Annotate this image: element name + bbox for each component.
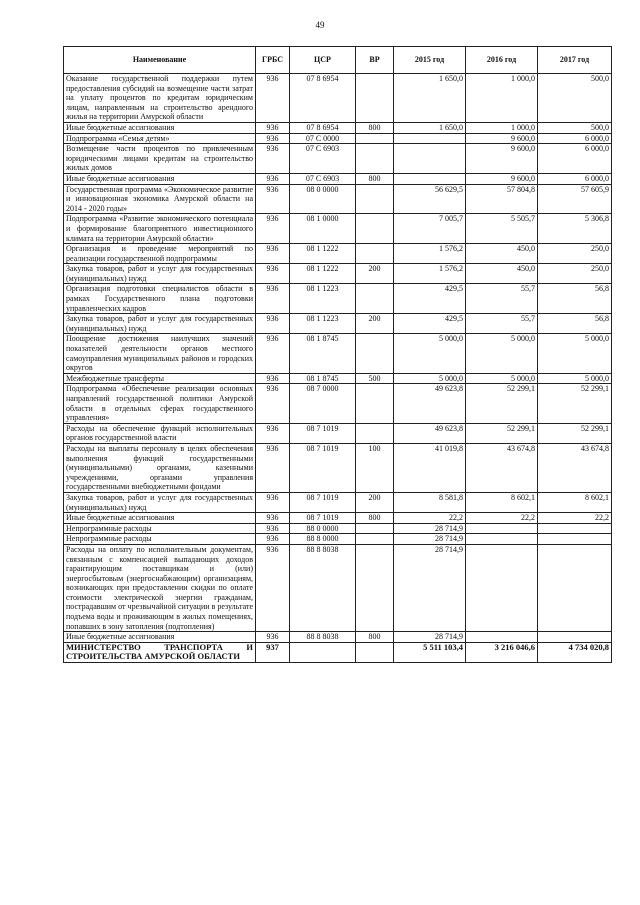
- table-row: [64, 544, 612, 631]
- row-grbs-cell: 936: [256, 214, 290, 244]
- row-2015-cell: 49 623,8: [394, 384, 466, 423]
- header-2015: 2015 год: [394, 47, 466, 74]
- row-vr-cell: 800: [356, 513, 394, 524]
- row-csr-cell: [290, 642, 356, 662]
- row-2016-cell: 52 299,1: [466, 384, 538, 423]
- row-2015-cell: 5 000,0: [394, 373, 466, 384]
- row-2017-cell: 52 299,1: [538, 384, 612, 423]
- row-vr-cell: [356, 74, 394, 123]
- row-2016-cell: 8 602,1: [466, 492, 538, 512]
- row-2017-cell: 6 000,0: [538, 173, 612, 184]
- row-2015-cell: 7 005,7: [394, 214, 466, 244]
- row-grbs-cell: 936: [256, 373, 290, 384]
- budget-table: [63, 46, 612, 663]
- row-2015-cell: 1 576,2: [394, 264, 466, 284]
- row-csr-cell: 08 1 8745: [290, 373, 356, 384]
- row-2017-cell: 500,0: [538, 74, 612, 123]
- row-2015-cell: 5 000,0: [394, 334, 466, 373]
- row-2016-cell: [466, 544, 538, 631]
- row-name-cell: Иные бюджетные ассигнования: [64, 513, 256, 524]
- row-2017-cell: 5 306,8: [538, 214, 612, 244]
- row-vr-cell: 800: [356, 122, 394, 133]
- row-name-cell: Расходы на выплаты персоналу в целях обеспечения выполнения функций государственными (муниципальными) органами, казенными учреждениями, органами управления государственными внебюджетными фондами: [64, 443, 256, 492]
- row-csr-cell: 08 1 1223: [290, 314, 356, 334]
- row-csr-cell: 08 7 1019: [290, 492, 356, 512]
- row-vr-cell: 200: [356, 264, 394, 284]
- row-2016-cell: 55,7: [466, 314, 538, 334]
- table-row: [64, 534, 612, 545]
- table-row: [64, 642, 612, 662]
- table-body: [64, 74, 612, 663]
- row-name-cell: Межбюджетные трансферты: [64, 373, 256, 384]
- row-grbs-cell: 936: [256, 384, 290, 423]
- row-name-cell: Подпрограмма «Семья детям»: [64, 133, 256, 144]
- row-name-cell: Закупка товаров, работ и услуг для государственных (муниципальных) нужд: [64, 492, 256, 512]
- row-grbs-cell: 936: [256, 184, 290, 214]
- row-csr-cell: 88 8 8038: [290, 544, 356, 631]
- table-row: [64, 184, 612, 214]
- row-csr-cell: 08 7 0000: [290, 384, 356, 423]
- row-vr-cell: [356, 544, 394, 631]
- table-row: [64, 264, 612, 284]
- row-vr-cell: [356, 133, 394, 144]
- row-vr-cell: [356, 214, 394, 244]
- row-csr-cell: 08 0 0000: [290, 184, 356, 214]
- header-2017: 2017 год: [538, 47, 612, 74]
- header-name: Наименование: [64, 47, 256, 74]
- row-grbs-cell: 936: [256, 173, 290, 184]
- row-csr-cell: 08 1 8745: [290, 334, 356, 373]
- row-name-cell: Возмещение части процентов по привлеченным юридическими лицами кредитам на строительство жилых домов: [64, 144, 256, 174]
- table-row: [64, 423, 612, 443]
- table-row: [64, 122, 612, 133]
- row-grbs-cell: 936: [256, 264, 290, 284]
- row-grbs-cell: 936: [256, 492, 290, 512]
- row-name-cell: Подпрограмма «Развитие экономического потенциала и формирование благоприятного инвестиционного климата на территории Амурской области»: [64, 214, 256, 244]
- row-csr-cell: 07 8 6954: [290, 122, 356, 133]
- row-vr-cell: 800: [356, 632, 394, 643]
- table-row: [64, 173, 612, 184]
- row-grbs-cell: 936: [256, 74, 290, 123]
- row-2016-cell: 22,2: [466, 513, 538, 524]
- row-2015-cell: 41 019,8: [394, 443, 466, 492]
- row-grbs-cell: 936: [256, 334, 290, 373]
- row-2017-cell: 56,8: [538, 314, 612, 334]
- row-name-cell: Иные бюджетные ассигнования: [64, 632, 256, 643]
- row-vr-cell: [356, 244, 394, 264]
- row-2016-cell: 450,0: [466, 264, 538, 284]
- row-2017-cell: [538, 632, 612, 643]
- row-grbs-cell: 936: [256, 443, 290, 492]
- row-csr-cell: 08 1 1222: [290, 244, 356, 264]
- row-grbs-cell: 936: [256, 544, 290, 631]
- row-csr-cell: 07 С 6903: [290, 173, 356, 184]
- row-2016-cell: [466, 523, 538, 534]
- table-row: [64, 384, 612, 423]
- row-name-cell: Расходы на оплату по исполнительным документам, связанным с компенсацией выпадающих доходов гарантирующим поставщикам и (или) энергосбытовым (энергоснабжающим) организациям, возникающих при предоставлении скидки по оплате стоимости электрической энергии гражданам, пострадавшим от чрезвычайной ситуации в результате подъема воды и проживающим в жилых помещениях, попавших в зону затопления (подтопления): [64, 544, 256, 631]
- row-csr-cell: 07 8 6954: [290, 74, 356, 123]
- row-grbs-cell: 936: [256, 122, 290, 133]
- row-2016-cell: 450,0: [466, 244, 538, 264]
- row-name-cell: Государственная программа «Экономическое развитие и инновационная экономика Амурской области на 2014 - 2020 годы»: [64, 184, 256, 214]
- row-2015-cell: 429,5: [394, 284, 466, 314]
- row-name-cell: Закупка товаров, работ и услуг для государственных (муниципальных) нужд: [64, 264, 256, 284]
- row-2015-cell: 8 581,8: [394, 492, 466, 512]
- row-name-cell: Закупка товаров, работ и услуг для государственных (муниципальных) нужд: [64, 314, 256, 334]
- row-2015-cell: [394, 144, 466, 174]
- row-2016-cell: 52 299,1: [466, 423, 538, 443]
- row-2015-cell: [394, 173, 466, 184]
- table-row: [64, 244, 612, 264]
- row-csr-cell: 08 7 1019: [290, 443, 356, 492]
- row-2016-cell: 5 505,7: [466, 214, 538, 244]
- table-row: [64, 632, 612, 643]
- table-row: [64, 314, 612, 334]
- table-row: [64, 133, 612, 144]
- row-csr-cell: 08 1 0000: [290, 214, 356, 244]
- row-2015-cell: 28 714,9: [394, 523, 466, 534]
- row-grbs-cell: 936: [256, 314, 290, 334]
- row-grbs-cell: 936: [256, 523, 290, 534]
- row-csr-cell: 08 7 1019: [290, 513, 356, 524]
- table-header-row: [64, 47, 612, 74]
- table-row: [64, 523, 612, 534]
- row-2016-cell: 1 000,0: [466, 122, 538, 133]
- row-name-cell: Организация и проведение мероприятий по реализации государственной подпрограммы: [64, 244, 256, 264]
- row-2017-cell: 57 605,9: [538, 184, 612, 214]
- row-2015-cell: 28 714,9: [394, 544, 466, 631]
- table-row: [64, 284, 612, 314]
- row-2017-cell: 52 299,1: [538, 423, 612, 443]
- row-2017-cell: [538, 523, 612, 534]
- row-vr-cell: 800: [356, 173, 394, 184]
- row-name-cell: Оказание государственной поддержки путем предоставления субсидий на возмещение части затрат на уплату процентов по кредитам юридическим лицам, направленным на строительство арендного жилья на территории Амурской области: [64, 74, 256, 123]
- row-2017-cell: 22,2: [538, 513, 612, 524]
- row-name-cell: Подпрограмма «Обеспечение реализации основных направлений государственной политики Амурской области в отдельных сферах государственного управления»: [64, 384, 256, 423]
- row-2017-cell: [538, 534, 612, 545]
- row-2017-cell: 8 602,1: [538, 492, 612, 512]
- table-row: [64, 443, 612, 492]
- row-name-cell: Непрограммные расходы: [64, 534, 256, 545]
- row-2015-cell: [394, 133, 466, 144]
- table-row: [64, 144, 612, 174]
- row-vr-cell: 200: [356, 492, 394, 512]
- row-name-cell: Поощрение достижения наилучших значений показателей деятельности органов местного самоуправления муниципальных районов и городских округов: [64, 334, 256, 373]
- row-name-cell: МИНИСТЕРСТВО ТРАНСПОРТА И СТРОИТЕЛЬСТВА АМУРСКОЙ ОБЛАСТИ: [64, 642, 256, 662]
- row-2015-cell: 1 576,2: [394, 244, 466, 264]
- row-vr-cell: [356, 523, 394, 534]
- row-2017-cell: 5 000,0: [538, 334, 612, 373]
- row-name-cell: Непрограммные расходы: [64, 523, 256, 534]
- row-csr-cell: 08 1 1223: [290, 284, 356, 314]
- row-csr-cell: 88 8 8038: [290, 632, 356, 643]
- table-row: [64, 74, 612, 123]
- row-vr-cell: [356, 284, 394, 314]
- table-row: [64, 373, 612, 384]
- table-row: [64, 214, 612, 244]
- row-2017-cell: 56,8: [538, 284, 612, 314]
- row-2017-cell: 250,0: [538, 244, 612, 264]
- row-2015-cell: 56 629,5: [394, 184, 466, 214]
- row-csr-cell: 07 С 0000: [290, 133, 356, 144]
- row-2015-cell: 1 650,0: [394, 74, 466, 123]
- header-grbs: ГРБС: [256, 47, 290, 74]
- row-vr-cell: [356, 184, 394, 214]
- page-number: 49: [315, 20, 325, 30]
- row-2017-cell: 500,0: [538, 122, 612, 133]
- row-vr-cell: [356, 334, 394, 373]
- row-grbs-cell: 936: [256, 513, 290, 524]
- row-2016-cell: 43 674,8: [466, 443, 538, 492]
- row-grbs-cell: 936: [256, 423, 290, 443]
- row-2016-cell: [466, 632, 538, 643]
- row-name-cell: Иные бюджетные ассигнования: [64, 173, 256, 184]
- row-vr-cell: 500: [356, 373, 394, 384]
- row-2015-cell: 28 714,9: [394, 632, 466, 643]
- header-csr: ЦСР: [290, 47, 356, 74]
- row-2017-cell: [538, 544, 612, 631]
- row-2016-cell: 5 000,0: [466, 334, 538, 373]
- row-2016-cell: 9 600,0: [466, 144, 538, 174]
- row-2015-cell: 429,5: [394, 314, 466, 334]
- row-vr-cell: [356, 642, 394, 662]
- row-2015-cell: 28 714,9: [394, 534, 466, 545]
- row-2016-cell: 57 804,8: [466, 184, 538, 214]
- row-grbs-cell: 936: [256, 133, 290, 144]
- row-csr-cell: 08 7 1019: [290, 423, 356, 443]
- row-grbs-cell: 936: [256, 632, 290, 643]
- row-grbs-cell: 936: [256, 534, 290, 545]
- row-2017-cell: 43 674,8: [538, 443, 612, 492]
- row-vr-cell: [356, 423, 394, 443]
- row-2017-cell: 6 000,0: [538, 133, 612, 144]
- row-vr-cell: 100: [356, 443, 394, 492]
- row-2015-cell: 22,2: [394, 513, 466, 524]
- row-csr-cell: 88 0 0000: [290, 523, 356, 534]
- row-csr-cell: 88 8 0000: [290, 534, 356, 545]
- row-2017-cell: 5 000,0: [538, 373, 612, 384]
- row-vr-cell: [356, 144, 394, 174]
- row-vr-cell: 200: [356, 314, 394, 334]
- row-2016-cell: [466, 534, 538, 545]
- row-2016-cell: 5 000,0: [466, 373, 538, 384]
- row-grbs-cell: 936: [256, 144, 290, 174]
- table-row: [64, 492, 612, 512]
- header-2016: 2016 год: [466, 47, 538, 74]
- row-2016-cell: 55,7: [466, 284, 538, 314]
- row-2017-cell: 6 000,0: [538, 144, 612, 174]
- table-row: [64, 334, 612, 373]
- row-csr-cell: 08 1 1222: [290, 264, 356, 284]
- table-row: [64, 513, 612, 524]
- row-2017-cell: 4 734 020,8: [538, 642, 612, 662]
- row-2016-cell: 9 600,0: [466, 133, 538, 144]
- header-vr: ВР: [356, 47, 394, 74]
- row-2016-cell: 9 600,0: [466, 173, 538, 184]
- row-2015-cell: 49 623,8: [394, 423, 466, 443]
- row-2016-cell: 1 000,0: [466, 74, 538, 123]
- row-name-cell: Иные бюджетные ассигнования: [64, 122, 256, 133]
- row-2016-cell: 3 216 046,6: [466, 642, 538, 662]
- row-vr-cell: [356, 534, 394, 545]
- row-grbs-cell: 936: [256, 244, 290, 264]
- row-2017-cell: 250,0: [538, 264, 612, 284]
- row-vr-cell: [356, 384, 394, 423]
- row-2015-cell: 1 650,0: [394, 122, 466, 133]
- row-name-cell: Расходы на обеспечение функций исполнительных органов государственной власти: [64, 423, 256, 443]
- row-name-cell: Организация подготовки специалистов области в рамках Государственного плана подготовки управленческих кадров: [64, 284, 256, 314]
- row-grbs-cell: 936: [256, 284, 290, 314]
- row-grbs-cell: 937: [256, 642, 290, 662]
- row-2015-cell: 5 511 103,4: [394, 642, 466, 662]
- row-csr-cell: 07 С 6903: [290, 144, 356, 174]
